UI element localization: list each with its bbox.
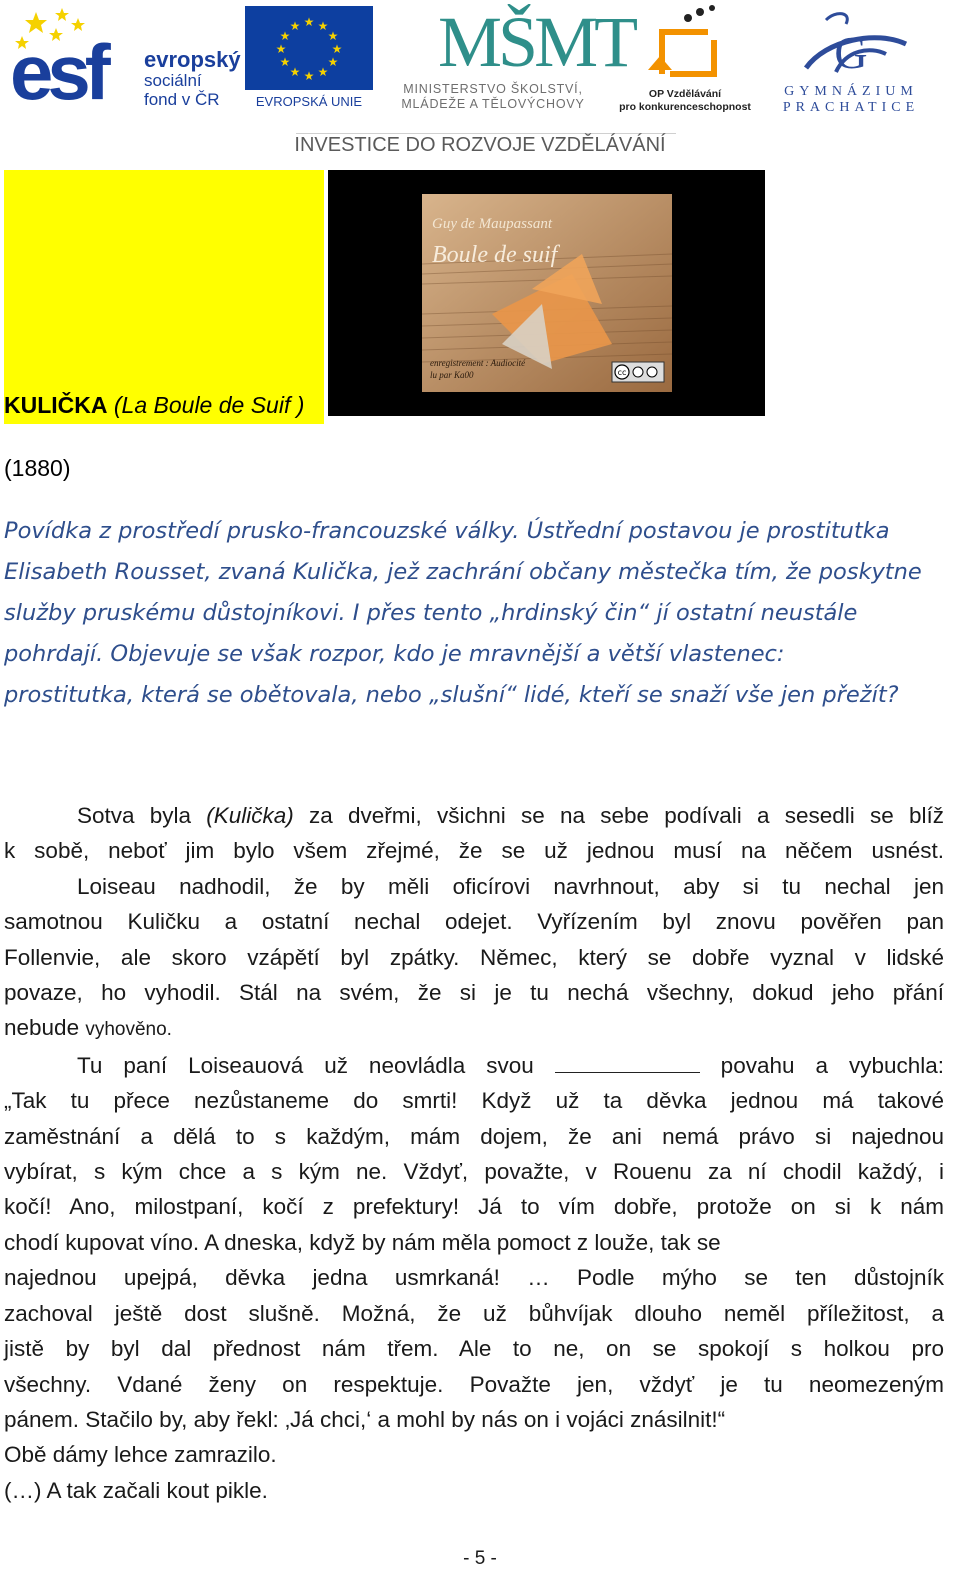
- passage-line: Loiseau nadhodil, že by měli oficírovi navrhnout, aby si tu nechal jen: [77, 873, 944, 899]
- title-highlight: [4, 170, 324, 424]
- svg-text:★: ★: [279, 29, 291, 43]
- svg-text:★: ★: [327, 55, 339, 69]
- video-author: Guy de Maupassant: [432, 216, 552, 232]
- passage-line: zaměstnání a dělá to s každým, mám dojem, že ani nemá právo si najednou: [4, 1123, 944, 1149]
- video-title: Boule de suif: [432, 242, 558, 268]
- svg-text:★: ★: [331, 42, 343, 56]
- passage-line: pánem. Stačilo by, aby řekl: ‚Já chci,‘ a mohl by nás on i vojáci znásilnit!“: [4, 1406, 726, 1432]
- svg-text:★: ★: [303, 15, 315, 29]
- passage-line: Obě dámy lehce zamrazilo.: [4, 1442, 277, 1468]
- gymnazium-logo: [766, 10, 936, 116]
- passage-line: chodí kupovat víno. A dneska, když by nám měla pomoct z louže, tak se: [4, 1229, 721, 1255]
- intro-line: prostitutka, která se obětovala, nebo „slušní“ lidé, kteří se snaží vše jen přežít?: [4, 682, 899, 708]
- eu-flag-icon: [245, 6, 373, 90]
- esf-caption: evropský sociální fond v ČR: [144, 47, 241, 109]
- svg-text:★: ★: [327, 29, 339, 43]
- video-thumbnail[interactable]: [328, 170, 765, 416]
- passage-line: „Tak tu přece nezůstaneme do smrti! Když už ta děvka jednou má takové: [4, 1088, 944, 1114]
- intro-line: Povídka z prostředí prusko-francouzské války. Ústřední postavou je prostitutka: [4, 518, 890, 544]
- msmt-caption: MINISTERSTVO ŠKOLSTVÍ, MLÁDEŽE A TĚLOVÝCHOVY: [401, 82, 585, 111]
- passage-line: vybírat, s kým chce a s kým ne. Vždyť, považte, v Rouenu za ní chodil každý, i: [4, 1159, 944, 1185]
- svg-text:G: G: [834, 27, 868, 78]
- svg-text:★: ★: [275, 42, 287, 56]
- passage-line: kočí! Ano, milostpaní, kočí z prefektury! Já to vím dobře, protože on si k nám: [4, 1194, 944, 1220]
- passage-emphasis: (Kulička): [206, 803, 294, 828]
- eu-logo: [245, 6, 373, 116]
- gymnazium-emblem-icon: [766, 10, 936, 82]
- work-title-main: KULIČKA: [4, 392, 108, 418]
- work-year: (1880): [4, 455, 71, 481]
- video-credit-2: lu par Ka00: [430, 370, 474, 380]
- passage-line: najednou upejpá, děvka jedna usmrkaná! … Podle mýho se ten důstojník: [4, 1265, 944, 1291]
- svg-text:cc: cc: [617, 368, 627, 377]
- passage-line: Follenvie, ale skoro vzápětí byl zpátky. Němec, který se dobře vyznal v lidské: [4, 944, 944, 970]
- passage-line: nebude vyhověno.: [4, 1015, 172, 1041]
- esf-letters: esf: [10, 28, 105, 116]
- logo-band: [0, 0, 960, 170]
- passage-line: k sobě, neboť jim bylo všem zřejmé, že se už jednou musí na něčem usnést.: [4, 838, 944, 864]
- intro-line: služby pruskému důstojníkovi. I přes tento „hrdinský čin“ jí ostatní neustále: [4, 600, 858, 626]
- passage-line: všechny. Vdané ženy on respektuje. Považte jen, vždyť je tu neomezeným: [4, 1371, 944, 1397]
- intro-line: pohrdají. Objevuje se však rozpor, kdo je mravnější a větší vlastenec:: [4, 641, 785, 667]
- op-logo: [610, 4, 760, 116]
- svg-text:★: ★: [317, 65, 329, 79]
- cc-license-icon: [612, 362, 664, 382]
- passage-line: (…) A tak začali kout pikle.: [4, 1477, 268, 1503]
- book-cover-image: [422, 194, 672, 392]
- work-title-original: (La Boule de Suif ): [113, 392, 305, 418]
- svg-text:★: ★: [289, 19, 301, 33]
- svg-text:★: ★: [279, 55, 291, 69]
- fill-in-blank[interactable]: [555, 1052, 700, 1073]
- tagline: INVESTICE DO ROZVOJE VZDĚLÁVÁNÍ: [294, 134, 666, 156]
- op-caption: OP Vzdělávání pro konkurenceschopnost: [619, 88, 751, 113]
- passage-line: jistě by byl dal přednost nám třem. Ale to ne, on se spokojí s holkou pro: [4, 1336, 944, 1362]
- msmt-logo: [382, 2, 635, 116]
- eu-caption: EVROPSKÁ UNIE: [255, 94, 363, 109]
- passage-line: zachoval ještě dost slušně. Možná, že už bůhvíjak dlouho neměl příležitost, a: [4, 1300, 944, 1326]
- op-arrow-icon: [610, 4, 760, 84]
- video-credit-1: enregistrement : Audiocité: [430, 358, 526, 368]
- passage-line: povaze, ho vyhodil. Stál na svém, že si je tu nechá všechny, dokud jeho přání: [4, 980, 944, 1006]
- passage-line: Tu paní Loiseauová už neovládla svou povahu a vybuchla:: [77, 1052, 944, 1078]
- excerpt-passage: [4, 798, 944, 1508]
- gymnazium-caption: GYMNÁZIUM PRACHATICE: [782, 84, 920, 115]
- svg-text:★: ★: [303, 69, 315, 83]
- msmt-mark: MŠMT: [438, 2, 635, 82]
- svg-text:★: ★: [289, 65, 301, 79]
- page-number: - 5 -: [463, 1548, 497, 1569]
- work-title: [4, 392, 304, 419]
- passage-line: Sotva byla (Kulička) za dveřmi, všichni se na sebe podívali a sesedli se blíž: [77, 803, 944, 828]
- passage-line: samotnou Kuličku a ostatní nechal odejet. Vyřízením byl znovu pověřen pan: [4, 909, 944, 935]
- svg-text:★: ★: [317, 19, 329, 33]
- intro-paragraph: [4, 511, 949, 716]
- intro-line: Elisabeth Rousset, zvaná Kulička, jež zachrání občany městečka tím, že poskytne: [4, 559, 922, 585]
- esf-logo: [10, 6, 241, 116]
